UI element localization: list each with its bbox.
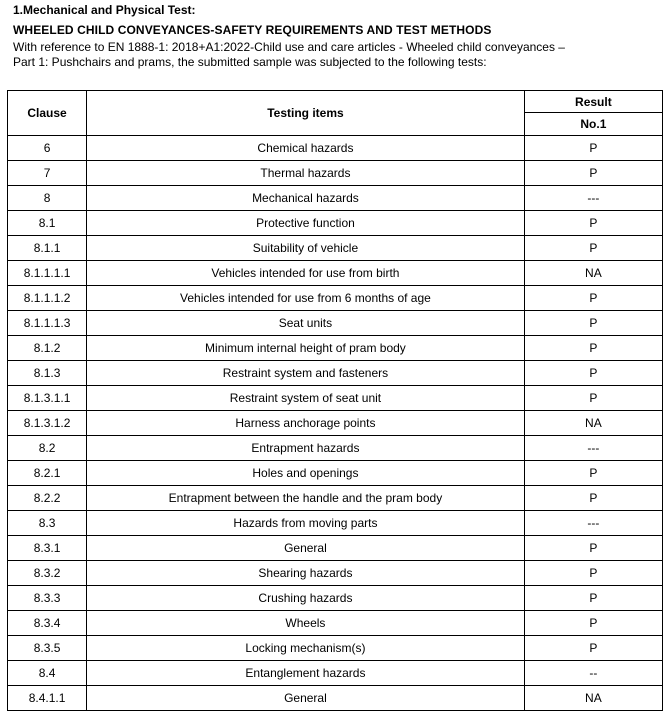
result-cell: NA bbox=[524, 686, 662, 711]
testing-item-cell: General bbox=[87, 686, 525, 711]
table-row bbox=[8, 511, 663, 536]
testing-item-cell: Entanglement hazards bbox=[87, 661, 525, 686]
testing-item-cell: Vehicles intended for use from 6 months of age bbox=[87, 286, 525, 311]
result-cell: --- bbox=[524, 186, 662, 211]
testing-item-cell: Crushing hazards bbox=[87, 586, 525, 611]
intro-text-line-1: With reference to EN 1888-1: 2018+A1:2022-Child use and care articles - Wheeled child conveyances – bbox=[13, 40, 565, 54]
testing-item-cell: Entrapment hazards bbox=[87, 436, 525, 461]
clause-cell: 8.1.1 bbox=[8, 236, 87, 261]
clause-cell: 8.2 bbox=[8, 436, 87, 461]
table-row bbox=[8, 261, 663, 286]
table-row bbox=[8, 686, 663, 711]
result-cell: P bbox=[524, 311, 662, 336]
testing-item-cell: Restraint system and fasteners bbox=[87, 361, 525, 386]
column-header-testing-items: Testing items bbox=[87, 91, 525, 136]
table-row bbox=[8, 311, 663, 336]
result-cell: P bbox=[524, 586, 662, 611]
table-row bbox=[8, 236, 663, 261]
clause-cell: 6 bbox=[8, 136, 87, 161]
table-row bbox=[8, 611, 663, 636]
clause-cell: 8.1 bbox=[8, 211, 87, 236]
testing-item-cell: Shearing hazards bbox=[87, 561, 525, 586]
result-cell: P bbox=[524, 236, 662, 261]
clause-cell: 8 bbox=[8, 186, 87, 211]
testing-item-cell: Mechanical hazards bbox=[87, 186, 525, 211]
testing-item-cell: Harness anchorage points bbox=[87, 411, 525, 436]
testing-item-cell: Seat units bbox=[87, 311, 525, 336]
table-row bbox=[8, 161, 663, 186]
result-cell: --- bbox=[524, 511, 662, 536]
clause-cell: 8.2.1 bbox=[8, 461, 87, 486]
table-row bbox=[8, 361, 663, 386]
clause-cell: 8.1.3 bbox=[8, 361, 87, 386]
section-heading: 1.Mechanical and Physical Test: bbox=[13, 3, 196, 17]
result-cell: P bbox=[524, 536, 662, 561]
column-header-sample-no1: No.1 bbox=[524, 113, 662, 136]
testing-item-cell: Hazards from moving parts bbox=[87, 511, 525, 536]
result-cell: P bbox=[524, 561, 662, 586]
result-cell: NA bbox=[524, 411, 662, 436]
table-row bbox=[8, 561, 663, 586]
clause-cell: 8.1.2 bbox=[8, 336, 87, 361]
clause-cell: 8.3 bbox=[8, 511, 87, 536]
testing-item-cell: Wheels bbox=[87, 611, 525, 636]
table-row bbox=[8, 286, 663, 311]
result-cell: P bbox=[524, 211, 662, 236]
result-cell: NA bbox=[524, 261, 662, 286]
table-row bbox=[8, 186, 663, 211]
testing-item-cell: Vehicles intended for use from birth bbox=[87, 261, 525, 286]
table-row bbox=[8, 661, 663, 686]
column-header-clause: Clause bbox=[8, 91, 87, 136]
result-cell: P bbox=[524, 361, 662, 386]
result-cell: P bbox=[524, 336, 662, 361]
clause-cell: 8.1.1.1.1 bbox=[8, 261, 87, 286]
testing-item-cell: Thermal hazards bbox=[87, 161, 525, 186]
clause-cell: 8.1.3.1.2 bbox=[8, 411, 87, 436]
table-row bbox=[8, 636, 663, 661]
result-cell: P bbox=[524, 461, 662, 486]
testing-item-cell: Chemical hazards bbox=[87, 136, 525, 161]
table-body bbox=[8, 136, 663, 711]
table-row bbox=[8, 386, 663, 411]
result-cell: P bbox=[524, 611, 662, 636]
intro-text-line-2: Part 1: Pushchairs and prams, the submitted sample was subjected to the following tests: bbox=[13, 55, 487, 69]
table-row bbox=[8, 411, 663, 436]
clause-cell: 8.3.3 bbox=[8, 586, 87, 611]
clause-cell: 8.4 bbox=[8, 661, 87, 686]
table-row bbox=[8, 336, 663, 361]
table-row bbox=[8, 586, 663, 611]
table-row bbox=[8, 461, 663, 486]
testing-item-cell: Restraint system of seat unit bbox=[87, 386, 525, 411]
table-row bbox=[8, 536, 663, 561]
result-cell: -- bbox=[524, 661, 662, 686]
clause-cell: 8.1.1.1.2 bbox=[8, 286, 87, 311]
result-cell: --- bbox=[524, 436, 662, 461]
table-row bbox=[8, 436, 663, 461]
clause-cell: 8.1.3.1.1 bbox=[8, 386, 87, 411]
clause-cell: 8.3.5 bbox=[8, 636, 87, 661]
result-cell: P bbox=[524, 486, 662, 511]
result-cell: P bbox=[524, 386, 662, 411]
testing-item-cell: Minimum internal height of pram body bbox=[87, 336, 525, 361]
table-row bbox=[8, 136, 663, 161]
testing-item-cell: General bbox=[87, 536, 525, 561]
clause-cell: 8.2.2 bbox=[8, 486, 87, 511]
table-row bbox=[8, 486, 663, 511]
clause-cell: 8.3.2 bbox=[8, 561, 87, 586]
testing-item-cell: Protective function bbox=[87, 211, 525, 236]
testing-item-cell: Locking mechanism(s) bbox=[87, 636, 525, 661]
result-cell: P bbox=[524, 161, 662, 186]
result-cell: P bbox=[524, 636, 662, 661]
testing-item-cell: Suitability of vehicle bbox=[87, 236, 525, 261]
testing-item-cell: Holes and openings bbox=[87, 461, 525, 486]
standard-title: WHEELED CHILD CONVEYANCES-SAFETY REQUIREMENTS AND TEST METHODS bbox=[13, 23, 492, 37]
clause-cell: 8.4.1.1 bbox=[8, 686, 87, 711]
clause-cell: 8.1.1.1.3 bbox=[8, 311, 87, 336]
test-results-table bbox=[7, 90, 663, 711]
clause-cell: 8.3.4 bbox=[8, 611, 87, 636]
result-cell: P bbox=[524, 136, 662, 161]
result-cell: P bbox=[524, 286, 662, 311]
clause-cell: 8.3.1 bbox=[8, 536, 87, 561]
table-row bbox=[8, 211, 663, 236]
testing-item-cell: Entrapment between the handle and the pram body bbox=[87, 486, 525, 511]
clause-cell: 7 bbox=[8, 161, 87, 186]
column-header-result: Result bbox=[524, 91, 662, 113]
